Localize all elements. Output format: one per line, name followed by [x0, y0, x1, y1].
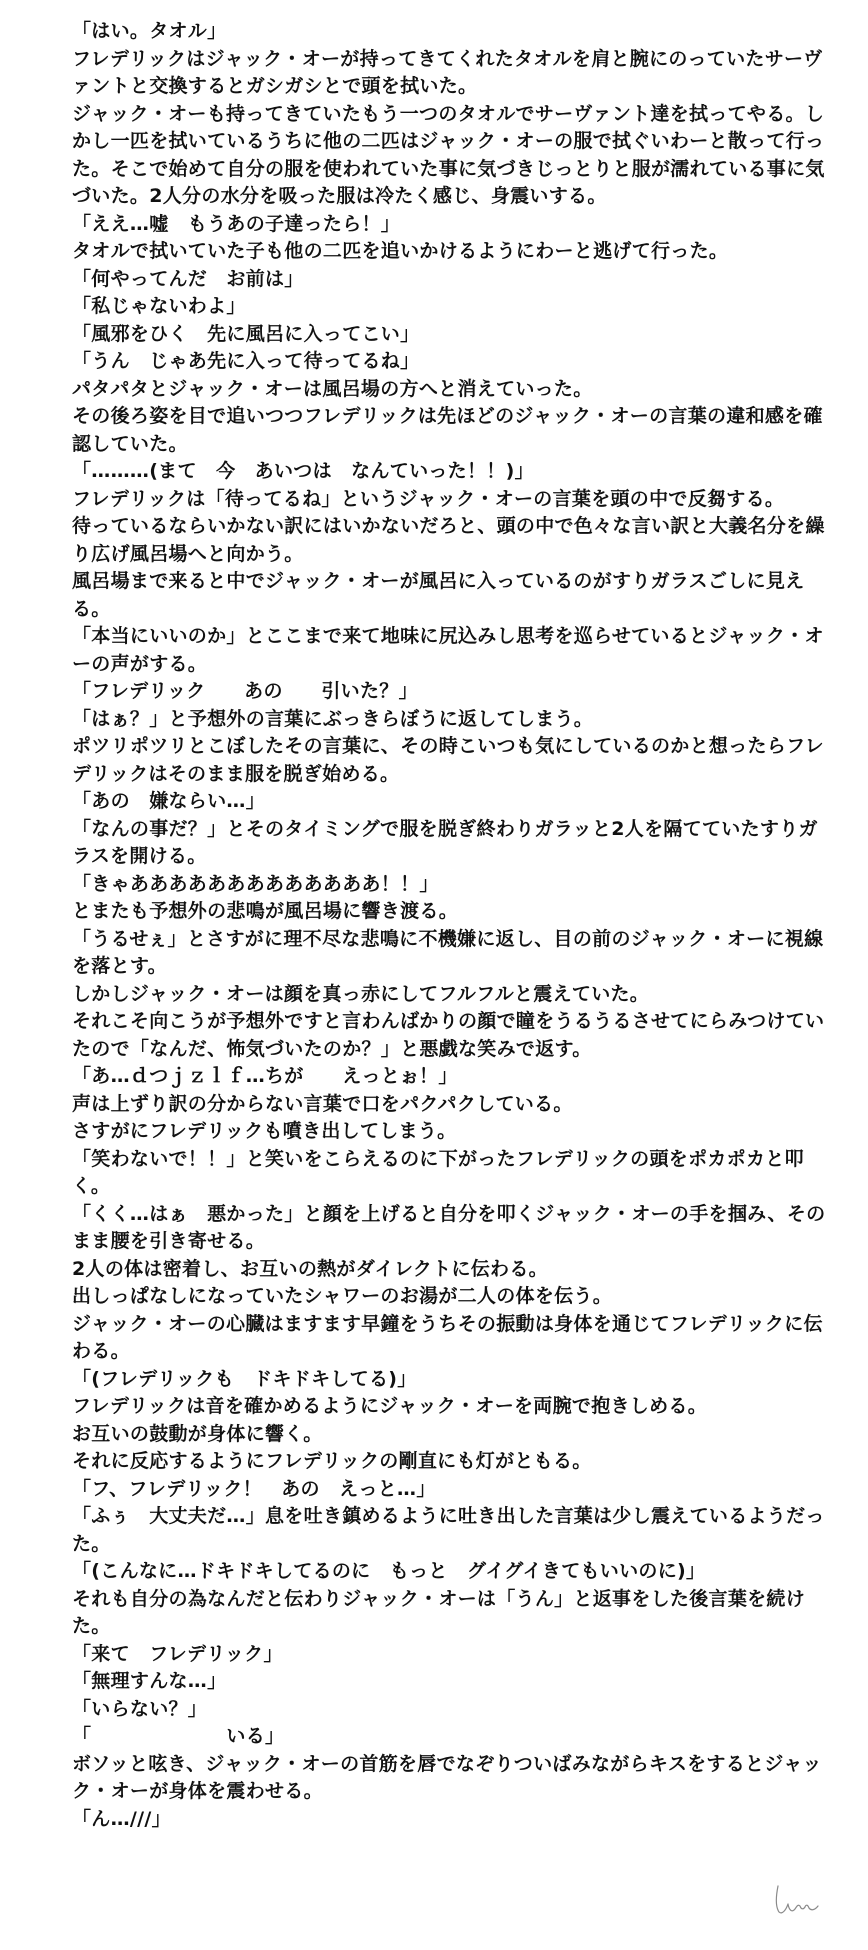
text-line: ジャック・オーも持ってきていたもう一つのタオルでサーヴァント達を拭ってやる。しかし一匹を拭いているうちに他の二匹はジャック・オーの服で拭ぐいわーと散って行った。そこで始めて自分の服を使われていた事に気づきじっとりと服が濡れている事に気づいた。2人分の水分を吸った服は冷たく感じ、身震いする。 [72, 102, 825, 207]
text-line: 「ええ…嘘 もうあの子達ったら！」 [72, 212, 401, 235]
text-line: 「いらない？」 [72, 1697, 208, 1720]
text-line: 「風邪をひく 先に風呂に入ってこい」 [72, 322, 420, 345]
text-line: 「フ、フレデリック！ あの えっと…」 [72, 1477, 436, 1500]
text-line: 「来て フレデリック」 [72, 1642, 283, 1665]
text-line: とまたも予想外の悲鳴が風呂場に響き渡る。 [72, 900, 459, 922]
text-line: 風呂場まで来ると中でジャック・オーが風呂に入っているのがすりガラスごしに見える。 [72, 570, 805, 620]
text-line: それに反応するようにフレデリックの剛直にも灯がともる。 [72, 1450, 592, 1472]
text-line: 「 いる」 [72, 1725, 285, 1747]
text-line: 出しっぱなしになっていたシャワーのお湯が二人の体を伝う。 [72, 1285, 613, 1307]
text-line: 「はい。タオル」 [72, 20, 227, 42]
text-line: 「本当にいいのか」とここまで来て地味に尻込みし思考を巡らせているとジャック・オーの声がする。 [72, 625, 824, 675]
text-line: 「笑わないで！！」と笑いをこらえるのに下がったフレデリックの頭をポカポカと叩く。 [72, 1147, 804, 1197]
text-line: 「無理すんな…」 [72, 1670, 227, 1692]
text-line: ボソッと呟き、ジャック・オーの首筋を唇でなぞりついばみながらキスをするとジャック・オーが身体を震わせる。 [72, 1752, 822, 1802]
text-line: 「うるせぇ」とさすがに理不尽な悲鳴に不機嫌に返し、目の前のジャック・オーに視線を落とす。 [72, 927, 824, 977]
handwritten-signature-icon [772, 1882, 824, 1918]
text-line: タオルで拭いていた子も他の二匹を追いかけるようにわーと逃げて行った。 [72, 240, 729, 262]
text-line: 「うん じゃあ先に入って待ってるね」 [72, 350, 420, 372]
text-line: 「なんの事だ？」とそのタイミングで服を脱ぎ終わりガラッと2人を隔てていたすりガラスを開ける。 [72, 817, 818, 867]
text-line: それも自分の為なんだと伝わりジャック・オーは「うん」と返事をした後言葉を続けた。 [72, 1587, 806, 1637]
text-line: フレデリックは音を確かめるようにジャック・オーを両腕で抱きしめる。 [72, 1395, 708, 1417]
text-line: 「きゃあああああああああああああ！！」 [72, 872, 439, 895]
text-line: 「何やってんだ お前は」 [72, 267, 304, 290]
text-line: 「(フレデリックも ドキドキしてる)」 [72, 1367, 417, 1390]
text-line: それこそ向こうが予想外ですと言わんばかりの顔で瞳をうるうるさせてにらみつけていたので「なんだ、怖気づいたのか？」と悪戯な笑みで返す。 [72, 1010, 825, 1060]
text-line: フレデリックは「待ってるね」というジャック・オーの言葉を頭の中で反芻する。 [72, 487, 785, 510]
text-line: 「フレデリック あの 引いた？」 [72, 680, 418, 702]
text-line: 声は上ずり訳の分からない言葉で口をパクパクしている。 [72, 1092, 573, 1115]
text-line: 「あ…ｄつｊｚｌｆ…ちが えっとぉ！」 [72, 1065, 458, 1087]
text-line: お互いの鼓動が身体に響く。 [72, 1422, 323, 1445]
text-line: 「(こんなに…ドキドキしてるのに もっと グイグイきてもいいのに)」 [72, 1560, 706, 1582]
text-line: 「はぁ？」と予想外の言葉にぶっきらぼうに返してしまう。 [72, 707, 594, 730]
text-line: フレデリックはジャック・オーが持ってきてくれたタオルを肩と腕にのっていたサーヴァントと交換するとガシガシとで頭を拭いた。 [72, 47, 823, 97]
text-line: 2人の体は密着し、お互いの熱がダイレクトに伝わる。 [72, 1257, 548, 1280]
text-line: ポツリポツリとこぼしたその言葉に、その時こいつも気にしているのかと想ったらフレデリックはそのまま服を脱ぎ始める。 [72, 735, 824, 785]
text-line: その後ろ姿を目で追いつつフレデリックは先ほどのジャック・オーの言葉の違和感を確認していた。 [72, 405, 823, 455]
text-line: 「ふぅ 大丈夫だ…」息を吐き鎮めるように吐き出した言葉は少し震えているようだった。 [72, 1505, 825, 1555]
text-line: パタパタとジャック・オーは風呂場の方へと消えていった。 [72, 377, 593, 400]
story-text [72, 18, 832, 1833]
text-line: 「ん…///」 [72, 1807, 171, 1830]
text-line: 「私じゃないわよ」 [72, 295, 246, 317]
text-line: しかしジャック・オーは顔を真っ赤にしてフルフルと震えていた。 [72, 982, 650, 1005]
text-line: 「くく…はぁ 悪かった」と顔を上げると自分を叩くジャック・オーの手を掴み、そのまま腰を引き寄せる。 [72, 1202, 826, 1252]
text-line: 待っているならいかない訳にはいかないだろと、頭の中で色々な言い訳と大義名分を繰り広げ風呂場へと向かう。 [72, 515, 825, 565]
text-line: ジャック・オーの心臓はますます早鐘をうちその振動は身体を通じてフレデリックに伝わる。 [72, 1312, 823, 1362]
text-line: 「あの 嫌ならい…」 [72, 790, 266, 812]
text-line: 「………(まて 今 あいつは なんていった！！)」 [72, 460, 534, 482]
text-line: さすがにフレデリックも噴き出してしまう。 [72, 1120, 457, 1142]
